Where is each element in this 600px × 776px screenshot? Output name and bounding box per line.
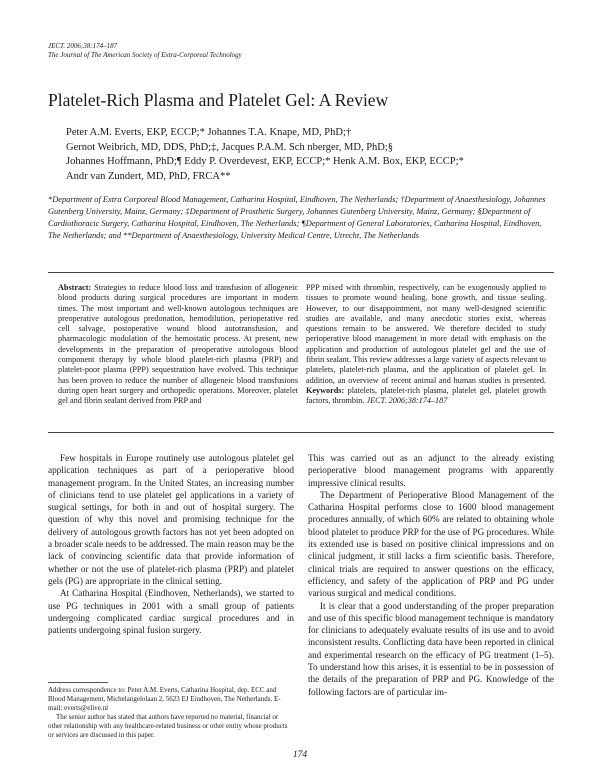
body-column-left: [48, 452, 294, 636]
author-line: Peter A.M. Everts, EKP, ECCP;* Johannes T.A. Knape, MD, PhD;†: [66, 127, 352, 138]
abstract-label: Abstract:: [58, 283, 92, 292]
body-paragraph: At Catharina Hospital (Eindhoven, Netherlands), we started to use PG techniques in 2001 with a small group of patients undergoing complicated cardiac surgical procedures and in patients undergoing spinal fusion surgery.: [48, 588, 294, 636]
keywords-text: platelets, platelet-rich plasma, platelet gel, platelet growth factors, thrombin.: [306, 385, 546, 406]
author-line: Andr van Zundert, MD, PhD, FRCA**: [66, 170, 231, 182]
author-line: Johannes Hoffmann, PhD;¶ Eddy P. Overdevest, EKP, ECCP;* Henk A.M. Box, EKP, ECCP;*: [66, 156, 464, 167]
journal-citation: JECT. 2006;38:174–187: [48, 42, 118, 50]
correspondence-address: Address correspondence to: Peter A.M. Everts, Catharina Hospital, dep. ECC and Blood Management, Michelangelolaan 2, 5623 EJ Eindhoven, The Netherlands. E-mail: everts@elive.nl: [48, 686, 281, 712]
body-paragraph: The Department of Perioperative Blood Management of the Catharina Hospital performs close to 1600 blood management procedures annually, of which 60% are related to obtaining whole blood platelet to produce PRP for the use of PG procedures. While its extended use is based on positive clinical impressions and on clinical judgment, it still lacks a firm scientific basis. Therefore, clinical trials are required to answer questions on the efficacy, efficiency, and safety of the application of PRP and PG under various surgical and medical conditions.: [308, 489, 554, 599]
abstract-bottom-rule: [48, 432, 554, 433]
author-line: Gernot Weibrich, MD, DDS, PhD;‡, Jacques P.A.M. Sch nberger, MD, PhD;§: [66, 141, 394, 153]
page-number: 174: [292, 750, 308, 760]
abstract-top-rule: [48, 272, 554, 273]
keywords-label: Keywords:: [306, 385, 345, 395]
body-paragraph: This was carried out as an adjunct to the already existing perioperative blood management programs with apparently impressive clinical results.: [308, 453, 554, 488]
abstract-text-left: Strategies to reduce blood loss and transfusion of allogeneic blood products during surgical procedures are important in modern times. The most important and well-known autologous techniques are preoperative autologous predonation, hemodilution, perioperative red cell salvage, postoperative wound blood autotransfusion, and pharmacologic modulation of the hemostatic process. At present, new developments in the preparation of preoperative autologous blood component therapy by whole blood platelet-rich plasma (PRP) and platelet-poor plasma (PPP) sequestration have evolved. This technique has been proven to reduce the number of allogeneic blood transfusions during open heart surgery and orthopedic operations. Moreover, platelet gel and fibrin sealant derived from PRP and: [58, 283, 299, 406]
affiliations: *Department of Extra Corporeal Blood Management, Catharina Hospital, Eindhoven, The Netherlands; †Department of Anaesthesiology, Johannes Gutenberg University, Mainz, Germany; ‡Department of Prosthetic Surgery, Johannes Gutenberg University, Mainz, Germany; §Department of Cardiothoracic Surgery, Catharina Hospital, Eindhoven, The Netherlands; ¶Department of General Laboratories, Catharina Hospital, Eindhoven, The Netherlands; and **Department of Anaesthesiology, University Medical Centre, Utrecht, The Netherlands: [48, 195, 546, 240]
article-title: Platelet-Rich Plasma and Platelet Gel: A Review: [48, 90, 389, 110]
abstract-column-right: [306, 283, 546, 407]
abstract-text-right: PPP mixed with thrombin, respectively, can be exogenously applied to tissues to promote wound healing, bone growth, and tissue sealing. However, to our disappointment, not many well-designed scientific studies are available, and many anecdotic stories exist, whereas questions remain to be answered. We therefore decided to study perioperative blood management in more detail with emphasis on the application and production of autologous platelet gel and the use of fibrin sealant. This review addresses a large variety of aspects relevant to platelets, platelet-rich plasma, and the application of platelet gel. In addition, an overview of recent animal and human studies is presented.: [306, 283, 546, 385]
body-column-right: [308, 452, 554, 698]
body-paragraph: It is clear that a good understanding of the proper preparation and use of this specific blood management technique is mandatory for clinicians to adequately evaluate results of its use and to avoid inconsistent results. Conflicting data have been reported in clinical and experimental research on the efficacy of PG treatment (1–5). To understand how this arises, it is essential to be in possession of the details of the preparation of PRP and PG. Knowledge of the following factors are of particular im-: [308, 600, 554, 697]
abstract-citation: JECT. 2006;38:174–187: [366, 396, 448, 406]
author-list: [66, 126, 556, 184]
abstract-column-left: [58, 283, 298, 407]
journal-name: The Journal of The American Society of Extra-Corporeal Technology: [48, 51, 242, 59]
journal-header: [48, 42, 242, 60]
disclosure-statement: The senior author has stated that authors have reported no material, financial or other relationship with any healthcare-related business or other entity whose products or services are discussed in this paper.: [48, 713, 288, 739]
footnote: [48, 686, 294, 740]
footnote-rule: [48, 682, 108, 683]
body-paragraph: Few hospitals in Europe routinely use autologous platelet gel application techniques as part of a perioperative blood management program. In the United States, an increasing number of clinicians tend to use platelet gel applications in a variety of surgical settings, for both in and out of hospital surgery. The question of why this novel and promising technique for the delivery of autologous growth factors has not yet been adopted on a broader scale needs to be addressed. The main reason may be the lack of convincing scientific data that provide information of whether or not the use of platelet-rich plasma (PRP) and platelet gels (PG) are appropriate in the clinical setting.: [48, 453, 294, 586]
